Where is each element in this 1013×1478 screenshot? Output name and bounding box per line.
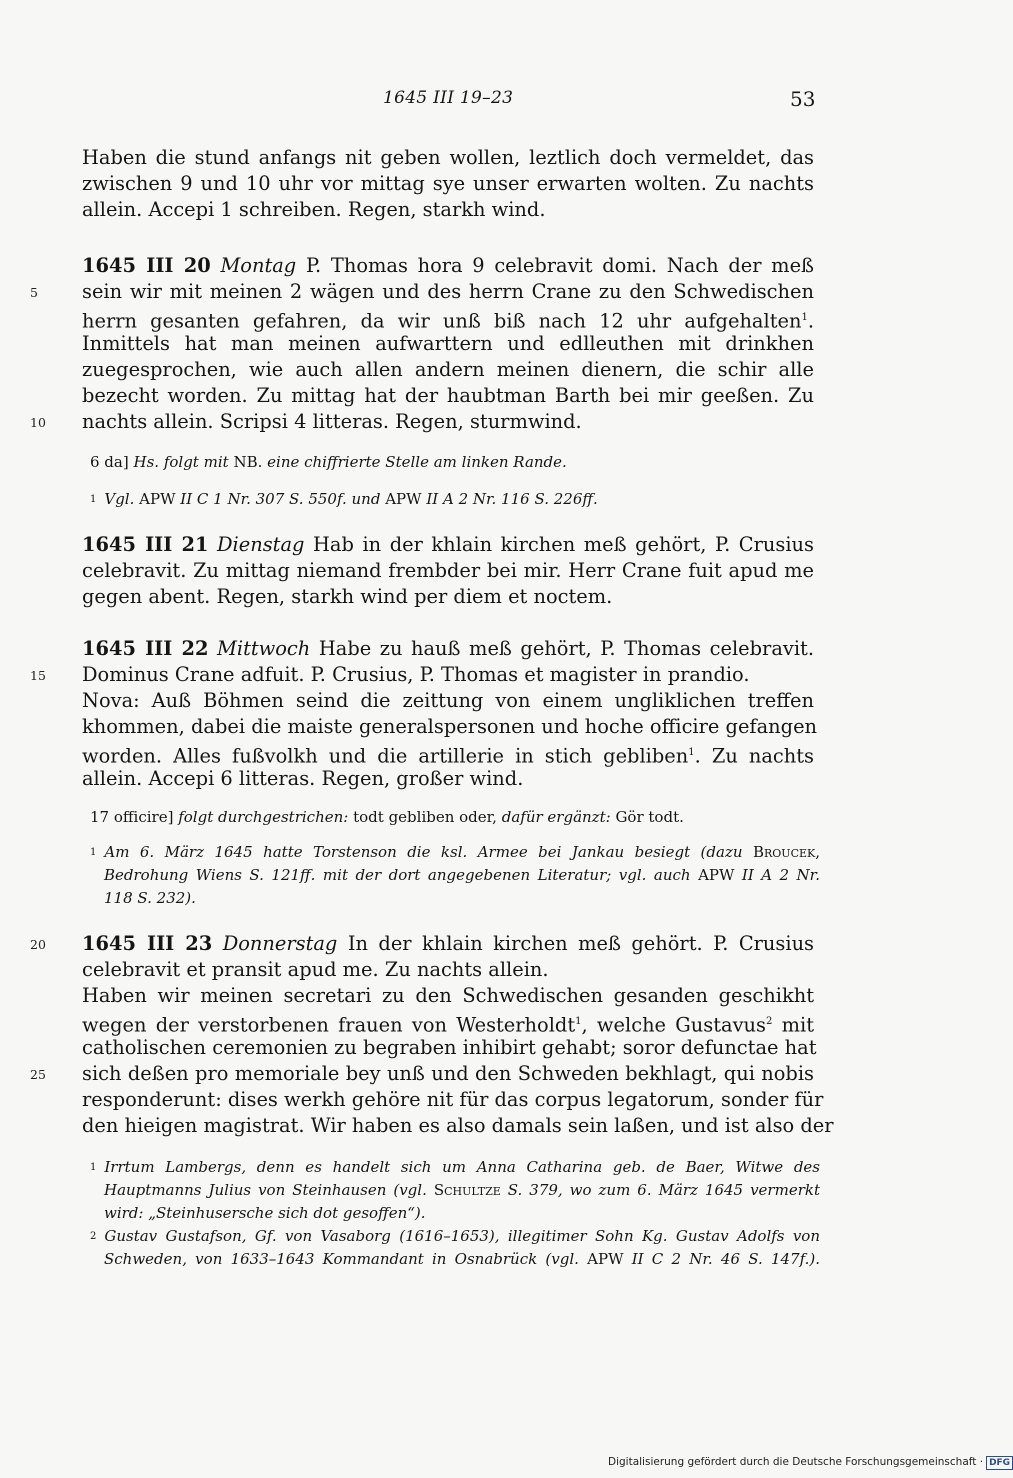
line-number: 5: [30, 285, 38, 300]
footnote-text: Schweden, von 1633–1643 Kommandant in Osnabrück (vgl.: [104, 1250, 579, 1268]
text-line: gegen abent. Regen, starkh wind per diem et noctem.: [82, 585, 613, 608]
page-number: 53: [790, 87, 816, 111]
entry-text: Habe zu hauß meß gehört, P. Thomas celebravit.: [318, 637, 814, 660]
text-segment: . Zu nachts: [694, 744, 815, 768]
entry-text: P. Thomas hora 9 celebravit domi. Nach der meß: [305, 254, 814, 277]
text-line: den hieigen magistrat. Wir haben es also damals sein laßen, und ist also der: [82, 1114, 834, 1137]
text-line: bezecht worden. Zu mittag hat der haubtman Barth bei mir geeßen. Zu: [82, 384, 814, 407]
footnote-text: Hauptmanns Julius von Steinhausen (vgl.: [104, 1181, 427, 1199]
entry-weekday: Donnerstag: [222, 932, 338, 955]
footnote-text: APW: [139, 490, 176, 508]
text-line: zuegesprochen, wie auch allen andern meinen dienern, die schir alle: [82, 358, 814, 381]
entry-weekday: Montag: [220, 254, 297, 277]
text-segment: wegen der verstorbenen frauen von Westerholdt: [82, 1013, 576, 1037]
entry-weekday: Mittwoch: [217, 637, 311, 660]
entry-text: Hab in der khlain kirchen meß gehört, P. Crusius: [313, 533, 814, 556]
text-line: celebravit. Zu mittag niemand frembder bei mir. Herr Crane fuit apud me: [82, 559, 814, 582]
footnote-line: [90, 1225, 820, 1248]
line-number: 25: [30, 1067, 46, 1082]
footnote-text: Vgl.: [104, 490, 135, 508]
note-text: Gör todt.: [615, 808, 684, 826]
footnote-line: [104, 1179, 820, 1202]
entry-heading-line: [82, 253, 814, 279]
text-line: zwischen 9 und 10 uhr vor mittag sye unser erwarten wolten. Zu nachts: [82, 172, 814, 195]
text-line: allein. Accepi 6 litteras. Regen, großer wind.: [82, 767, 524, 790]
footnote-ref: 1: [688, 747, 695, 758]
note-text: NB.: [233, 453, 263, 471]
dfg-logo: DFG: [986, 1456, 1013, 1470]
footnote-text: II C 2 Nr. 46 S. 147f.).: [631, 1250, 820, 1268]
footnote-number: 2: [90, 1231, 97, 1242]
footnote-ref: 1: [801, 312, 808, 323]
footnote-text: APW: [698, 866, 735, 884]
text-segment: herrn gesanten gefahren, da wir unß biß nach 12 uhr aufgehalten: [82, 309, 802, 333]
text-segment: mit: [772, 1013, 815, 1037]
line-number: 20: [30, 937, 46, 952]
footnote-text: II A 2 Nr. 116 S. 226ff.: [426, 490, 598, 508]
text-line: sich deßen pro memoriale bey unß und den Schweden bekhlagt, qui nobis: [82, 1062, 814, 1085]
critical-note: [90, 806, 820, 829]
footnote-text: II C 1 Nr. 307 S. 550f. und: [180, 490, 381, 508]
entry-date: 1645 III 20: [82, 254, 211, 277]
credit-text: Digitalisierung gefördert durch die Deutsche Forschungsgemeinschaft ·: [608, 1456, 984, 1468]
text-line: herrn gesanten gefahren, da wir unß biß nach 12 uhr aufgehalten$^1$.: [82, 309, 814, 333]
digitization-credit: [608, 1456, 1013, 1470]
entry-text: In der khlain kirchen meß gehört. P. Crusius: [347, 932, 815, 955]
text-line: Inmittels hat man meinen aufwarttern und edlleuthen mit drinkhen: [82, 332, 814, 355]
footnote-line: [90, 1156, 820, 1179]
running-header: 1645 III 19–23: [383, 88, 514, 108]
footnote-text: Am 6. März 1645 hatte Torstenson die ksl. Armee bei Jankau besiegt (dazu: [104, 843, 743, 861]
text-line: nachts allein. Scripsi 4 litteras. Regen, sturmwind.: [82, 410, 582, 433]
footnote-text: Gustav Gustafson, Gf. von Vasaborg (1616–1653), illegitimer Sohn Kg. Gustav Adolfs von: [104, 1227, 820, 1245]
line-number: 15: [30, 668, 46, 683]
text-line: khommen, dabei die maiste generalspersonen und hoche officire gefangen: [82, 715, 818, 738]
footnote-text: Schultze: [433, 1181, 501, 1199]
footnote-text: APW: [587, 1250, 624, 1268]
note-lemma: 17 officire]: [90, 808, 174, 826]
entry-heading-line: [82, 532, 814, 558]
note-text: folgt durchgestrichen:: [178, 808, 349, 826]
text-line: celebravit et pransit apud me. Zu nachts allein.: [82, 958, 549, 981]
text-line: sein wir mit meinen 2 wägen und des herrn Crane zu den Schwedischen: [82, 280, 814, 303]
footnote-text: Broucek,: [752, 843, 820, 861]
text-line: Haben wir meinen secretari zu den Schwedischen gesanden geschikht: [82, 984, 814, 1007]
text-segment: , welche Gustavus: [581, 1013, 766, 1037]
text-line: catholischen ceremonien zu begraben inhibirt gehabt; soror defunctae hat: [82, 1036, 817, 1059]
entry-date: 1645 III 22: [82, 637, 209, 660]
note-text: Hs. folgt mit: [133, 453, 229, 471]
text-line: Haben die stund anfangs nit geben wollen, leztlich doch vermeldet, das: [82, 146, 814, 169]
text-segment: worden. Alles fußvolkh und die artillerie in stich gebliben: [82, 744, 689, 768]
footnote-number: 1: [90, 1162, 97, 1173]
critical-note: [90, 451, 820, 474]
footnote-text: Irrtum Lambergs, denn es handelt sich um Anna Catharina geb. de Baer, Witwe des: [104, 1158, 820, 1176]
footnote: [90, 488, 820, 511]
footnote-text: APW: [385, 490, 422, 508]
footnote-number: 1: [90, 847, 97, 858]
entry-heading-line: [82, 636, 814, 662]
entry-date: 1645 III 23: [82, 932, 213, 955]
text-line: allein. Accepi 1 schreiben. Regen, starkh wind.: [82, 198, 546, 221]
footnote-line: [104, 1248, 820, 1271]
footnote-line: [104, 864, 820, 887]
entry-weekday: Dienstag: [217, 533, 305, 556]
footnote-ref: 1: [575, 1016, 582, 1027]
footnote-ref: 2: [765, 1016, 773, 1027]
footnote-line: wird: „Steinhusersche sich dot gesoffen“).: [104, 1204, 426, 1222]
entry-heading-line: [82, 931, 814, 957]
footnote-number: 1: [90, 494, 97, 505]
footnote-line: [90, 841, 820, 864]
line-number: 10: [30, 415, 46, 430]
footnote-text: II A 2 Nr.: [741, 866, 820, 884]
footnote-line: 118 S. 232).: [104, 889, 196, 907]
footnote-text: Bedrohung Wiens S. 121ff. mit der dort angegebenen Literatur; vgl. auch: [104, 866, 691, 884]
note-text: eine chiffrierte Stelle am linken Rande.: [267, 453, 567, 471]
footnote-text: S. 379, wo zum 6. März 1645 vermerkt: [507, 1181, 820, 1199]
text-line: Nova: Auß Böhmen seind die zeittung von einem ungliklichen treffen: [82, 689, 814, 712]
note-lemma: 6 da]: [90, 453, 129, 471]
note-text: todt gebliben oder,: [353, 808, 497, 826]
text-line: Dominus Crane adfuit. P. Crusius, P. Thomas et magister in prandio.: [82, 663, 750, 686]
note-text: dafür ergänzt:: [501, 808, 611, 826]
entry-date: 1645 III 21: [82, 533, 209, 556]
text-line: responderunt: dises werkh gehöre nit für das corpus legatorum, sonder für: [82, 1088, 824, 1111]
